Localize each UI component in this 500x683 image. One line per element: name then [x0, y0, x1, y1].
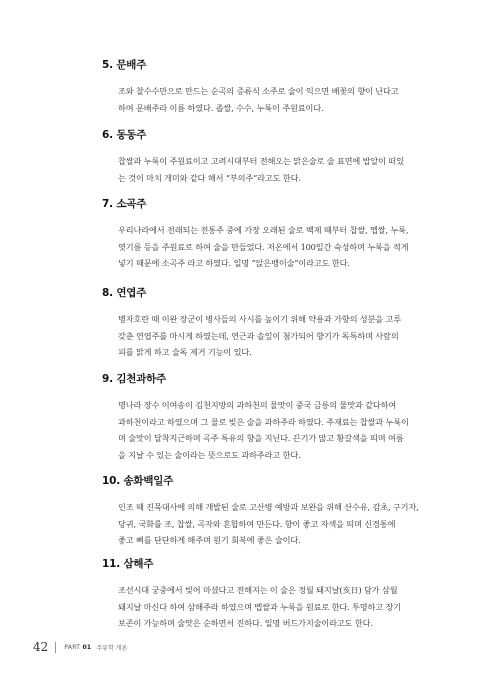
chapter-title: 주류학 개론	[96, 644, 128, 652]
part-label	[64, 644, 91, 651]
body-line: 당귀, 국화를 조, 찹쌀, 곡자와 혼합하여 만든다. 향이 좋고 자색을 띄며 신경통에	[118, 518, 396, 529]
section-title: 6. 동동주	[102, 129, 147, 141]
body-line: 돼지날 마신다 하여 삼해주라 하였으며 멥쌀과 누룩을 원료로 한다. 투명하고 장기	[118, 601, 402, 612]
body-line: 조선시대 궁중에서 빚어 마셨다고 전해지는 이 술은 정월 돼지날(亥日) 담가 삼월	[118, 585, 398, 595]
body-line: 갖춘 연엽주를 마시게 하였는데, 연근과 솔잎이 첨가되어 향기가 독특하며 사람의	[118, 330, 399, 341]
section-body	[103, 83, 463, 116]
body-line: 우리나라에서 전래되는 전통주 중에 가장 오래된 술로 백제 때부터 찹쌀, 멥쌀, 누룩,	[118, 225, 409, 235]
footer-divider	[55, 642, 56, 653]
section-title: 8. 연엽주	[102, 287, 147, 299]
section-title: 7. 소곡주	[102, 198, 147, 210]
section-title: 10. 송화백일주	[102, 475, 174, 487]
body-line: 하여 문배주라 이름 하였다. 좁쌀, 수수, 누룩이 주원료이다.	[118, 102, 324, 113]
body-line: 인조 때 진묵대사에 의해 개발된 술로 고산병 예방과 보완을 위해 산수유, 감초, 구기자,	[118, 502, 419, 512]
body-line: 과하천이라고 하였으며 그 물로 빚은 술을 과하주라 하였다. 주재료는 찹쌀과 누룩이	[118, 416, 409, 427]
body-line: 며 술맛이 달착지근하며 곡주 특유의 향을 지닌다. 끈기가 많고 황갈색을 띄며 여름	[118, 433, 404, 444]
body-line: 보존이 가능하며 술맛은 순하면서 진하다. 일명 버드가지술이라고도 한다.	[118, 618, 373, 629]
section-title: 5. 문배주	[102, 59, 147, 71]
part-text: PART	[64, 643, 81, 651]
part-number: 01	[82, 643, 92, 651]
section-body	[103, 397, 463, 464]
section-munbaeju	[103, 57, 463, 116]
section-sogokju	[103, 196, 463, 272]
section-gimcheon-gwahaju	[103, 371, 463, 464]
body-line: 조와 찰수수만으로 만드는 순곡의 증류식 소주로 술이 익으면 배꽃의 향이 난다고	[118, 86, 399, 96]
section-body	[103, 311, 463, 361]
page-number: 42	[33, 640, 49, 654]
body-line: 엿기름 등을 주원료로 하여 술을 만들었다. 저온에서 100일간 숙성하며 누룩을 적게	[118, 241, 409, 252]
body-line: 는 것이 마치 개미와 같다 해서 “부의주”라고도 한다.	[118, 172, 301, 183]
body-line: 넣기 때문에 소곡주 라고 하였다. 일명 “앉은뱅이술”이라고도 한다.	[118, 258, 350, 269]
section-body	[103, 153, 463, 186]
section-yeonyeopju	[103, 285, 463, 361]
body-line: 병자호란 때 이완 장군이 병사들의 사시를 높이기 위해 약용과 가향의 성분을 고루	[118, 314, 402, 324]
section-dongdongju	[103, 127, 463, 186]
section-body	[103, 582, 463, 632]
section-title: 9. 김천과하주	[102, 373, 167, 385]
page-footer	[33, 640, 127, 654]
section-title: 11. 삼해주	[102, 558, 154, 570]
body-line: 을 지날 수 있는 술이라는 뜻으로도 과하주라고 한다.	[118, 450, 301, 461]
body-line: 좋고 뼈를 단단하게 해주며 원기 회복에 좋은 술이다.	[118, 535, 301, 546]
body-line: 명나라 장수 이여송이 김천지방의 과하천의 물맛이 중국 금릉의 물맛과 같다하여	[118, 400, 397, 410]
section-body	[103, 499, 463, 549]
body-line: 피를 맑게 하고 술독 제거 기능이 있다.	[118, 347, 252, 358]
body-line: 찹쌀과 누룩이 주원료이고 고려시대부터 전해오는 맑은술로 술 표면에 밥알이 떠있	[118, 156, 404, 166]
section-body	[103, 222, 463, 272]
section-songhwa-baegilju	[103, 473, 463, 549]
section-samhaeju	[103, 556, 463, 632]
